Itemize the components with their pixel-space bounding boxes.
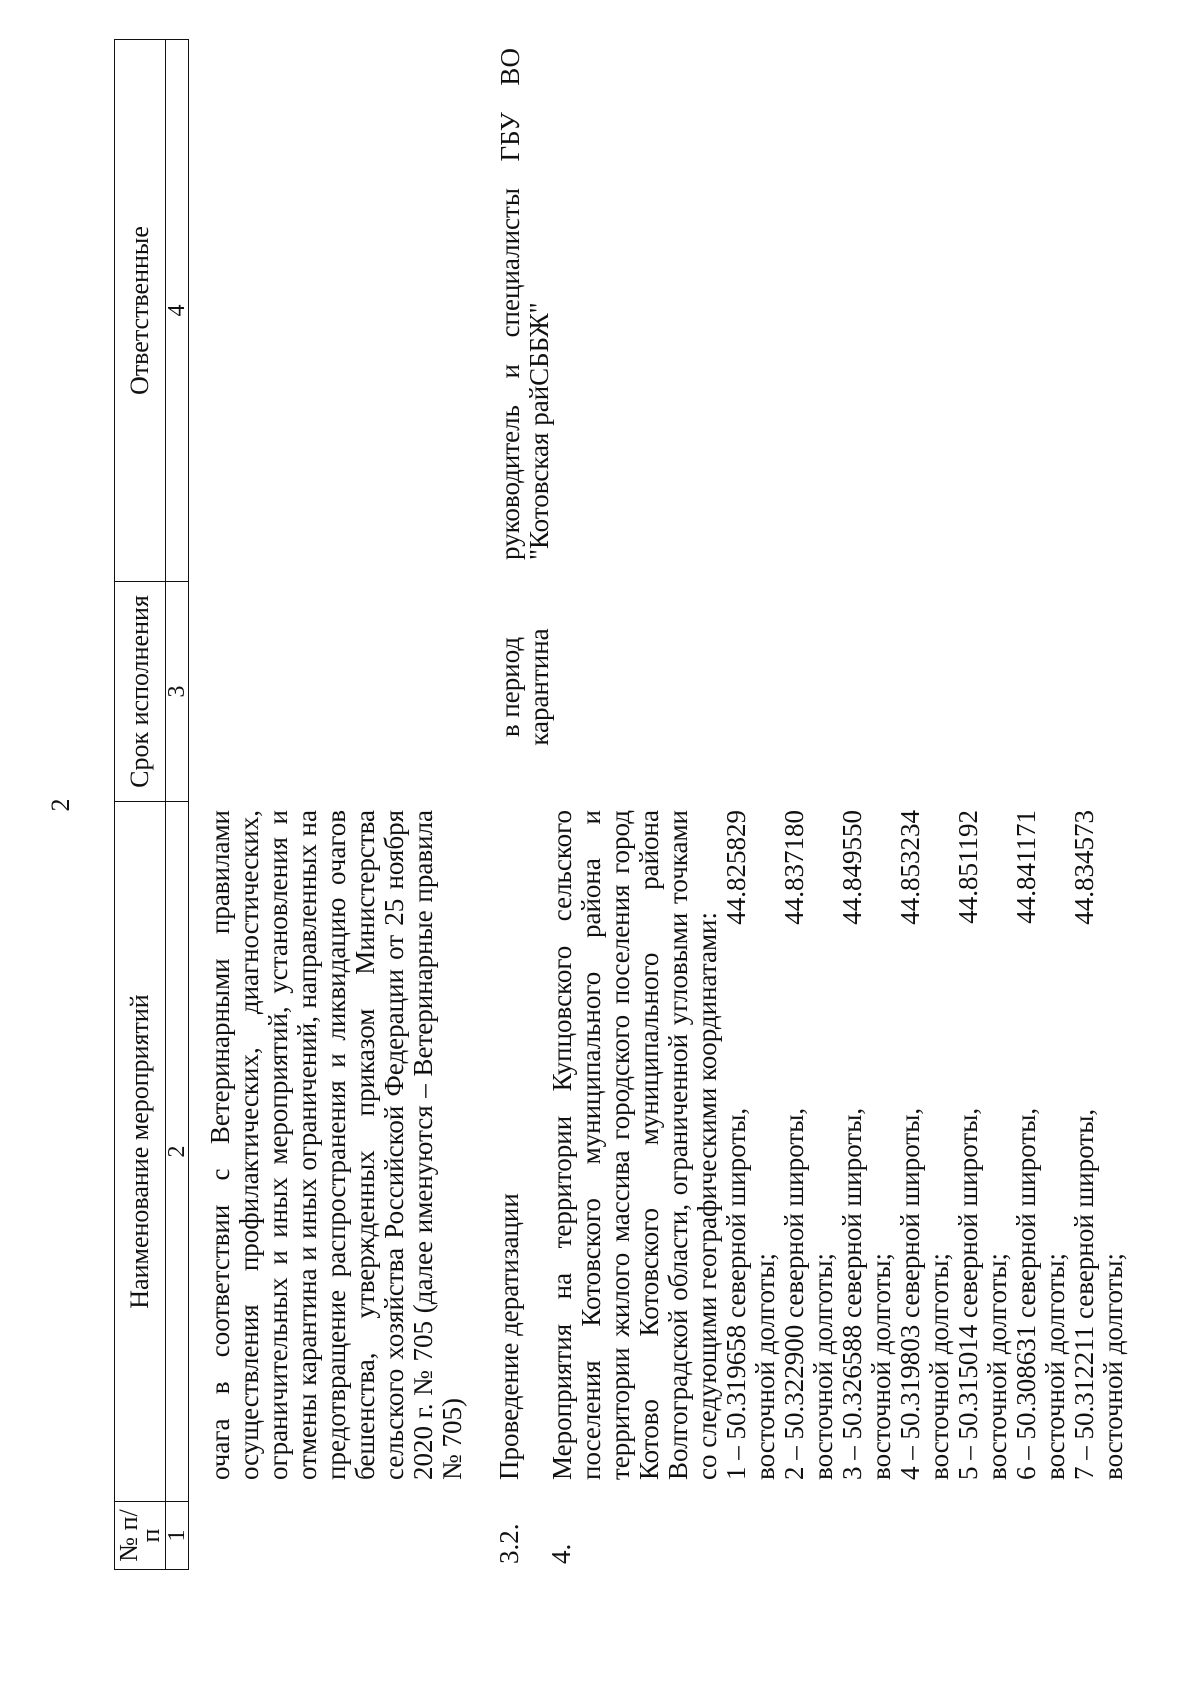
header-number: № п/п — [115, 1502, 166, 1570]
coordinate-longitude-label: восточной долготы; — [808, 1252, 838, 1480]
coordinate-longitude-label: восточной долготы; — [750, 1252, 780, 1480]
table-header — [114, 39, 189, 1570]
coordinate-longitude: 44.825829 — [721, 810, 751, 925]
coordinate-latitude: 2 – 50.322900 северной широты, — [779, 1107, 809, 1480]
coordinate-latitude: 7 – 50.312211 северной широты, — [1069, 1108, 1099, 1480]
coordinate-longitude-label: восточной долготы; — [1040, 1252, 1070, 1480]
coordinate-line — [780, 810, 809, 1480]
coordinate-item — [722, 810, 780, 1480]
responsible-line-2: "Котовская райСББЖ" — [524, 302, 554, 560]
coordinate-latitude: 4 – 50.319803 северной широты, — [895, 1107, 925, 1480]
header-index-1: 1 — [166, 1502, 189, 1570]
header-index-4: 4 — [166, 40, 189, 582]
coordinate-item — [896, 810, 954, 1480]
coordinate-longitude: 44.837180 — [779, 810, 809, 925]
row-number: 4. — [546, 1543, 576, 1564]
row-responsible — [496, 48, 554, 560]
coordinate-longitude-label: восточной долготы; — [1098, 1252, 1128, 1480]
coordinate-longitude: 44.841171 — [1011, 810, 1041, 924]
coordinate-item — [1012, 810, 1070, 1480]
responsible-line-1: руководитель и специалисты ГБУ ВО — [495, 48, 525, 560]
coordinate-line — [722, 810, 751, 1480]
header-index-3: 3 — [166, 582, 189, 802]
row-4-intro: Мероприятия на территории Купцовского сельского поселения Котовского муниципального района и территории жилого массива городского поселения город Котово Котовского муниципального района Волгоградской области, ограниченной угловыми точками со следующими географическими координатами: — [547, 810, 722, 1480]
coordinate-longitude-label: восточной долготы; — [982, 1252, 1012, 1480]
row-continuation-text: очага в соответствии с Ветеринарными правилами осуществления профилактических, диагностических, ограничительных и иных мероприятий, установления и отмены карантина и иных ограничений, направленных на предотвращение распространения и ликвидацию очагов бешенства, утвержденных приказом Министерства сельского хозяйства Российской Федерации от 25 ноября 2020 г. № 705 (далее именуются – Ветеринарные правила № 705) — [205, 810, 467, 1480]
row-name — [548, 810, 1128, 1480]
coordinate-line — [1012, 810, 1041, 1480]
header-responsible: Ответственные — [115, 40, 166, 582]
coordinate-latitude: 6 – 50.308631 северной широты, — [1011, 1107, 1041, 1480]
coordinate-longitude: 44.853234 — [895, 810, 925, 925]
coordinate-latitude: 5 – 50.315014 северной широты, — [953, 1107, 983, 1480]
coordinate-longitude-label: восточной долготы; — [866, 1252, 896, 1480]
row-number: 3.2. — [494, 1523, 524, 1564]
coordinate-list — [722, 810, 1128, 1480]
coordinate-item — [1070, 810, 1128, 1480]
header-term: Срок исполнения — [115, 582, 166, 802]
coordinate-latitude: 1 – 50.319658 северной широты, — [721, 1107, 751, 1480]
header-name: Наименование мероприятий — [115, 802, 166, 1502]
page-number: 2 — [46, 798, 75, 812]
coordinate-item — [954, 810, 1012, 1480]
document-page — [46, 40, 1128, 1570]
coordinate-line — [1070, 810, 1099, 1480]
coordinate-line — [954, 810, 983, 1480]
coordinate-latitude: 3 – 50.326588 северной широты, — [837, 1107, 867, 1480]
coordinate-longitude-label: восточной долготы; — [924, 1252, 954, 1480]
coordinate-longitude: 44.851192 — [953, 810, 983, 924]
row-term: в период карантина — [495, 628, 554, 746]
header-index-2: 2 — [166, 802, 189, 1502]
coordinate-item — [780, 810, 838, 1480]
row-name: Проведение дератизации — [494, 1193, 524, 1480]
coordinate-longitude: 44.834573 — [1069, 810, 1099, 925]
coordinate-longitude: 44.849550 — [837, 810, 867, 925]
coordinate-line — [896, 810, 925, 1480]
coordinate-item — [838, 810, 896, 1480]
coordinate-line — [838, 810, 867, 1480]
